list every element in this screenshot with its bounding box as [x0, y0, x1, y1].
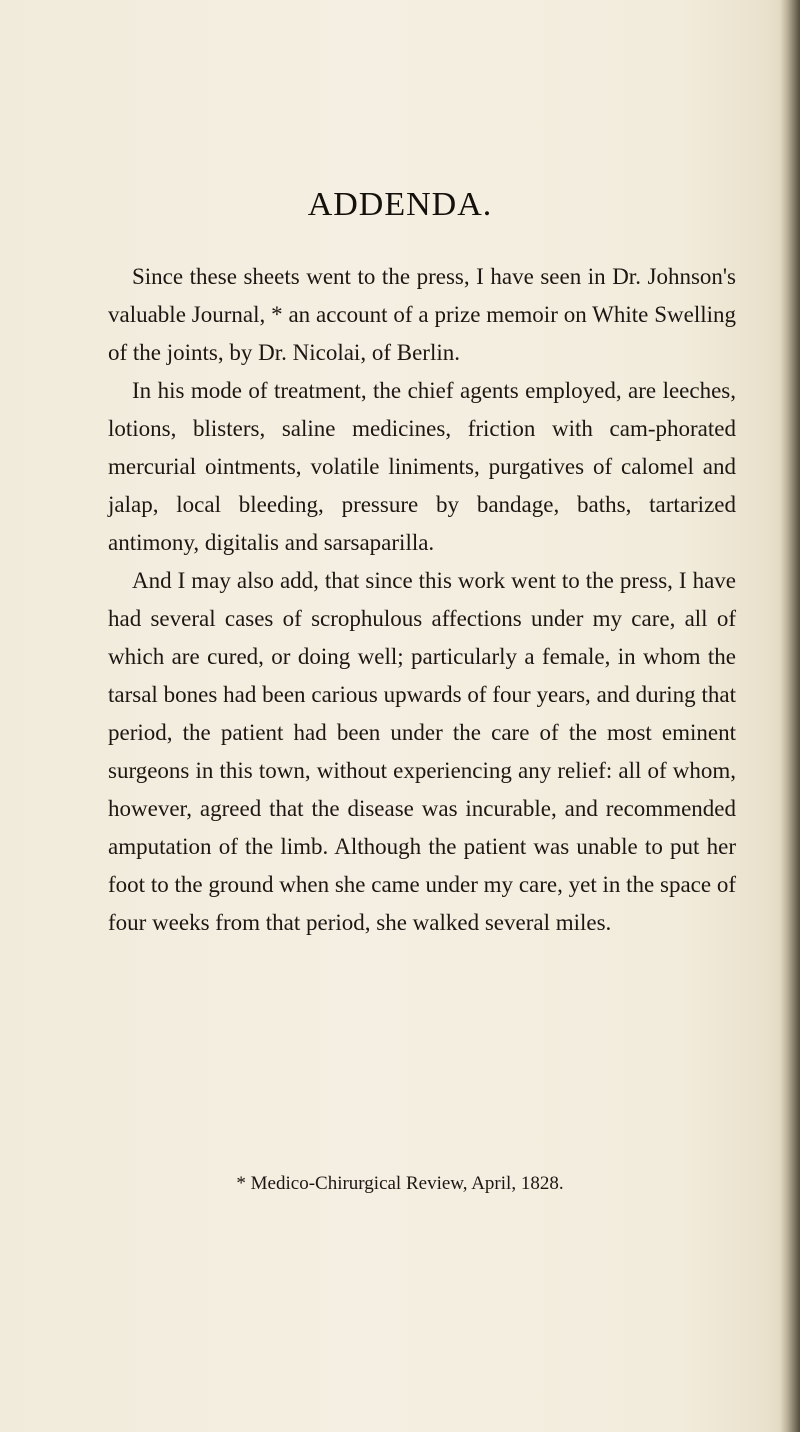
page-title: ADDENDA. [307, 186, 493, 223]
paragraph-3: And I may also add, that since this work went to the press, I have had several cases of scrophulous affections under my care, all of which are cured, or doing well; particularly a female, in whom the tarsal bones had been carious upwards of four years, and during that period, the patient had been under the care of the most eminent surgeons in this town, without experiencing any relief: all of whom, however, agreed that the disease was incurable, and recommended amputation of the limb. Although the patient was unable to put her foot to the ground when she came under my care, yet in the space of four weeks from that period, she walked several miles. [108, 568, 736, 935]
paragraph-1: Since these sheets went to the press, I have seen in Dr. Johnson's valuable Journal, * an account of a prize memoir on White Swelling of the joints, by Dr. Nicolai, of Berlin. [108, 264, 736, 365]
footnote: * Medico-Chirurgical Review, April, 1828. [236, 1173, 564, 1194]
paragraph-2: In his mode of treatment, the chief agents employed, are leeches, lotions, blisters, saline medicines, friction with cam-phorated mercurial ointments, volatile liniments, purgatives of calomel and jalap, local bleeding, pressure by bandage, baths, tartarized antimony, digitalis and sarsaparilla. [108, 378, 736, 555]
body-text [108, 258, 736, 942]
